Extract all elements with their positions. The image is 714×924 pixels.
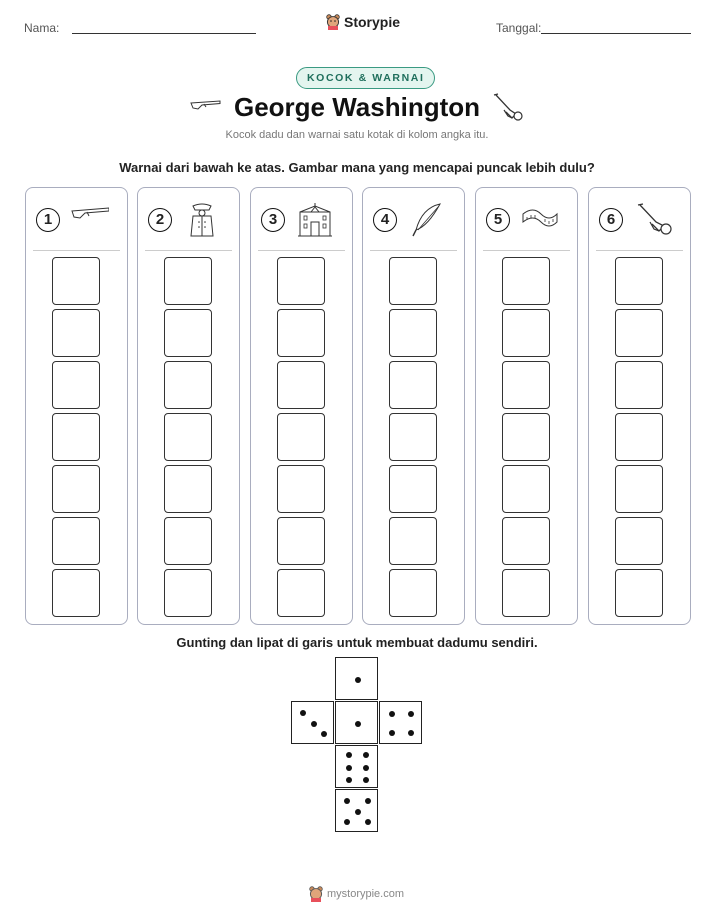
- column-divider: [483, 250, 570, 251]
- color-box[interactable]: [389, 361, 437, 409]
- column-1: [25, 187, 128, 625]
- bear-mascot-icon: [326, 14, 340, 30]
- color-box[interactable]: [164, 257, 212, 305]
- column-3: [250, 187, 353, 625]
- color-box[interactable]: [615, 309, 663, 357]
- column-5: [475, 187, 578, 625]
- color-box[interactable]: [615, 413, 663, 461]
- column-number: 2: [148, 208, 172, 232]
- color-box[interactable]: [277, 465, 325, 513]
- column-divider: [596, 250, 683, 251]
- color-box[interactable]: [615, 257, 663, 305]
- color-box[interactable]: [52, 413, 100, 461]
- page-title: George Washington: [233, 92, 481, 122]
- color-box[interactable]: [389, 569, 437, 617]
- color-box[interactable]: [164, 569, 212, 617]
- color-box[interactable]: [389, 309, 437, 357]
- dice-pip: [365, 798, 371, 804]
- color-box[interactable]: [615, 517, 663, 565]
- column-number: 6: [599, 208, 623, 232]
- plow-icon: [634, 202, 672, 238]
- color-box[interactable]: [502, 569, 550, 617]
- dice-pip: [346, 765, 352, 771]
- musket-icon: [71, 202, 109, 238]
- color-box[interactable]: [615, 465, 663, 513]
- brand-name: Storypie: [344, 14, 401, 30]
- brand-logo: [326, 14, 400, 30]
- dice-pip: [355, 677, 361, 683]
- dice-pip: [389, 730, 395, 736]
- column-2: [137, 187, 240, 625]
- color-box[interactable]: [502, 517, 550, 565]
- column-6: [588, 187, 691, 625]
- date-label: Tanggal:: [496, 21, 542, 35]
- color-box[interactable]: [277, 309, 325, 357]
- dice-pip: [321, 731, 327, 737]
- dice-face-5: [335, 789, 378, 832]
- name-line[interactable]: [72, 33, 256, 34]
- date-line[interactable]: [541, 33, 691, 34]
- color-box[interactable]: [389, 465, 437, 513]
- color-box[interactable]: [52, 465, 100, 513]
- measuring-tape-icon: [521, 202, 559, 238]
- bear-mascot-icon: [309, 886, 323, 902]
- dice-face-4: [379, 701, 422, 744]
- footer-url: mystorypie.com: [327, 888, 405, 900]
- color-box[interactable]: [615, 569, 663, 617]
- dice-pip: [344, 819, 350, 825]
- color-box[interactable]: [52, 361, 100, 409]
- dice-pip: [346, 752, 352, 758]
- column-number: 1: [36, 208, 60, 232]
- dice-pip: [300, 710, 306, 716]
- color-box[interactable]: [164, 517, 212, 565]
- color-box[interactable]: [52, 257, 100, 305]
- color-box[interactable]: [389, 517, 437, 565]
- color-box[interactable]: [389, 257, 437, 305]
- color-box[interactable]: [502, 309, 550, 357]
- column-divider: [258, 250, 345, 251]
- dice-pip: [355, 809, 361, 815]
- color-box[interactable]: [164, 309, 212, 357]
- dice-pip: [346, 777, 352, 783]
- dice-pip: [363, 777, 369, 783]
- color-box[interactable]: [164, 361, 212, 409]
- dice-pip: [311, 721, 317, 727]
- dice-pip: [363, 765, 369, 771]
- dice-instruction: Gunting dan lipat di garis untuk membuat dadumu sendiri.: [176, 635, 538, 650]
- name-label: Nama:: [24, 21, 60, 35]
- color-box[interactable]: [277, 361, 325, 409]
- color-box[interactable]: [52, 309, 100, 357]
- dice-pip: [389, 711, 395, 717]
- color-box[interactable]: [164, 413, 212, 461]
- color-box[interactable]: [277, 517, 325, 565]
- quill-icon: [408, 202, 446, 238]
- column-divider: [33, 250, 120, 251]
- dice-pip: [408, 711, 414, 717]
- column-divider: [145, 250, 232, 251]
- dice-face-1: [335, 657, 378, 700]
- color-box[interactable]: [52, 517, 100, 565]
- color-box[interactable]: [277, 413, 325, 461]
- dice-pip: [355, 721, 361, 727]
- color-box[interactable]: [502, 361, 550, 409]
- dice-pip: [344, 798, 350, 804]
- subtitle: Kocok dadu dan warnai satu kotak di kolom angka itu.: [225, 129, 489, 141]
- dice-pip: [408, 730, 414, 736]
- color-box[interactable]: [502, 257, 550, 305]
- color-box[interactable]: [615, 361, 663, 409]
- dice-pip: [365, 819, 371, 825]
- color-box[interactable]: [502, 413, 550, 461]
- building-icon: [296, 202, 334, 238]
- color-box[interactable]: [164, 465, 212, 513]
- column-4: [362, 187, 465, 625]
- column-number: 4: [373, 208, 397, 232]
- instruction: Warnai dari bawah ke atas. Gambar mana yang mencapai puncak lebih dulu?: [119, 160, 595, 175]
- plow-icon: [490, 92, 524, 122]
- dice-face-3: [291, 701, 334, 744]
- color-box[interactable]: [277, 569, 325, 617]
- column-divider: [370, 250, 457, 251]
- color-box[interactable]: [277, 257, 325, 305]
- column-number: 5: [486, 208, 510, 232]
- dice-face-1: [335, 701, 378, 744]
- color-box[interactable]: [502, 465, 550, 513]
- dice-face-6: [335, 745, 378, 788]
- color-box[interactable]: [52, 569, 100, 617]
- dice-pip: [363, 752, 369, 758]
- colonial-coat-icon: [183, 202, 221, 238]
- activity-badge: KOCOK & WARNAI: [296, 67, 435, 89]
- color-box[interactable]: [389, 413, 437, 461]
- footer: [309, 886, 404, 902]
- column-number: 3: [261, 208, 285, 232]
